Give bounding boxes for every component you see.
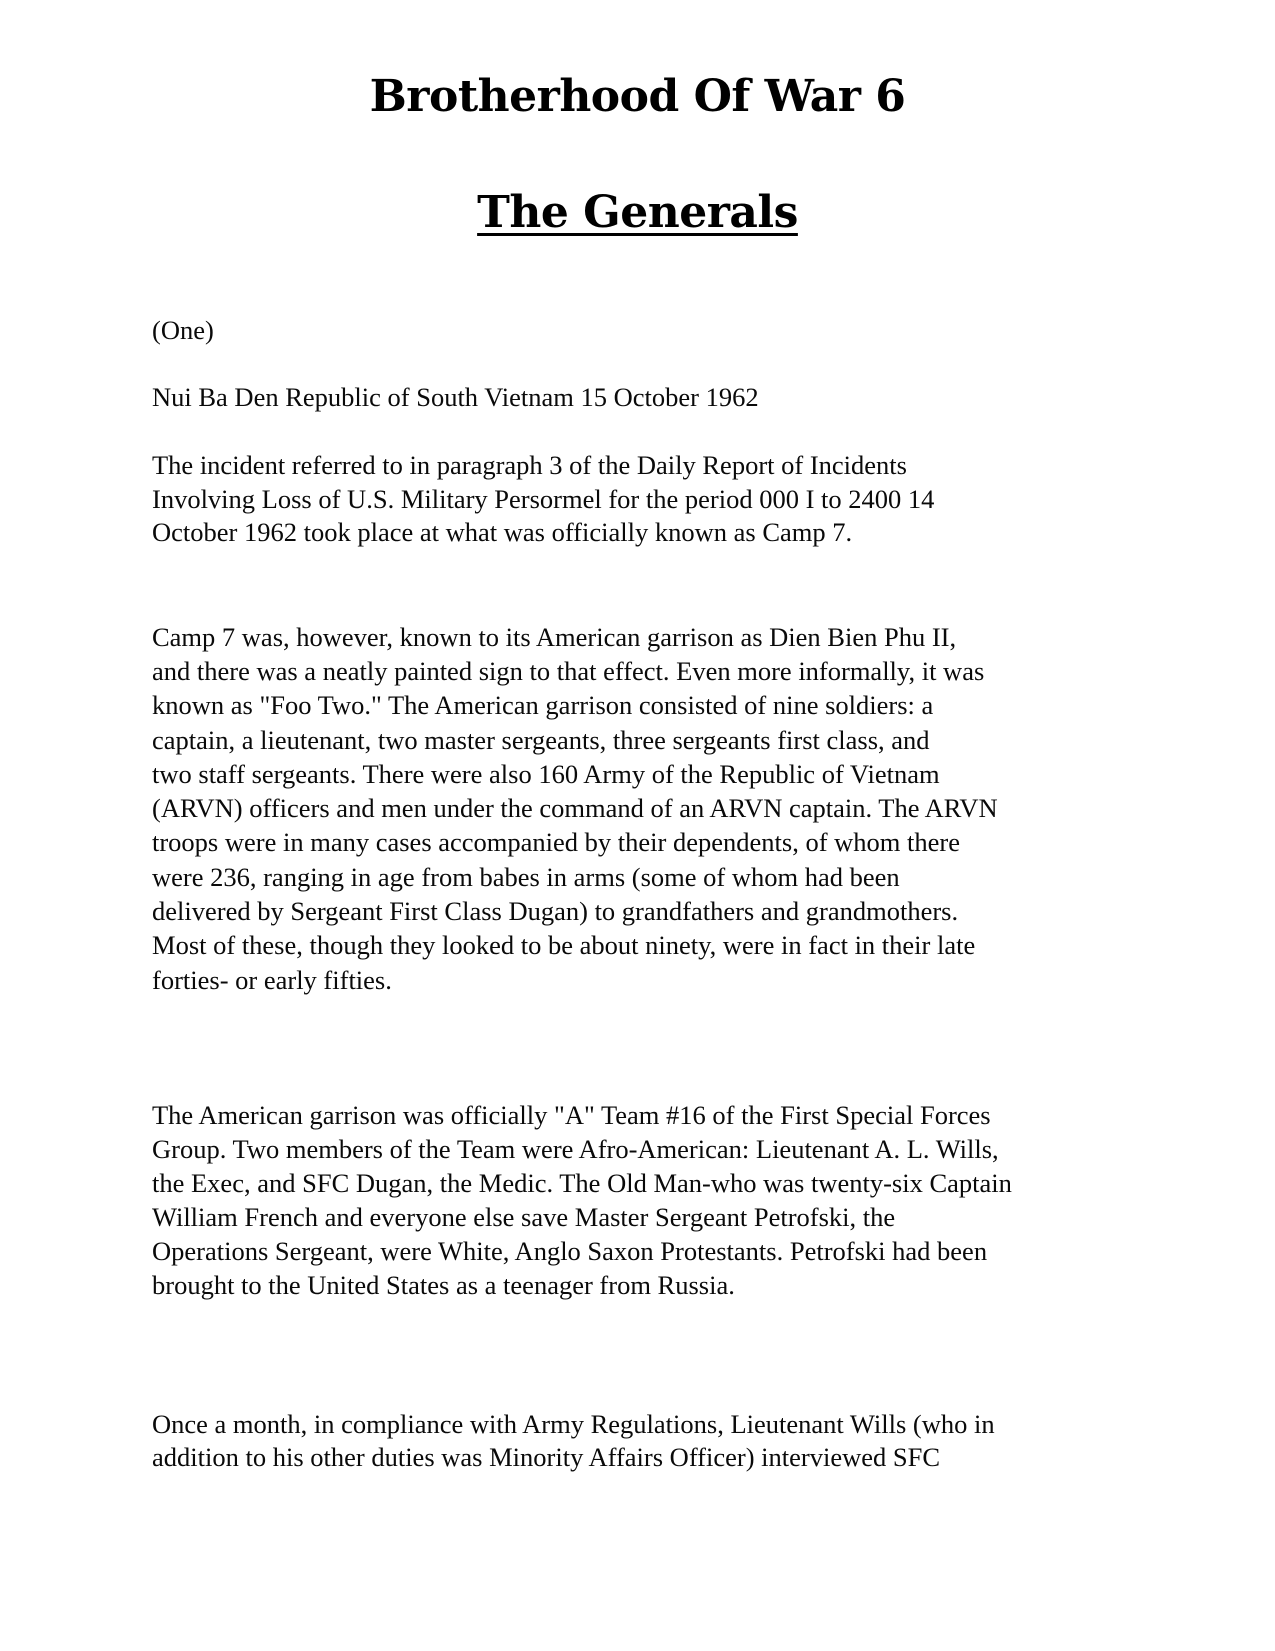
chapter-title [0,188,1275,238]
paragraph-line: Most of these, though they looked to be about ninety, were in fact in their late [152,930,976,960]
book-title: Brotherhood Of War 6 [369,71,906,122]
paragraph-line: two staff sergeants. There were also 160 Army of the Republic of Vietnam [152,759,940,789]
chapter-title-text: The Generals [477,187,798,238]
paragraph-line: William French and everyone else save Master Sergeant Petrofski, the [152,1202,896,1232]
section-label: (One) [152,315,214,345]
paragraph-line: Group. Two members of the Team were Afro-American: Lieutenant A. L. Wills, [152,1134,999,1164]
paragraph-line: captain, a lieutenant, two master sergeants, three sergeants first class, and [152,725,930,755]
paragraph-line: (ARVN) officers and men under the command of an ARVN captain. The ARVN [152,793,998,823]
paragraph-line: addition to his other duties was Minority Affairs Officer) interviewed SFC [152,1442,941,1472]
paragraph-line: known as "Foo Two." The American garrison consisted of nine soldiers: a [152,690,934,720]
paragraph-line: The incident referred to in paragraph 3 of the Daily Report of Incidents [152,450,907,480]
paragraph-line: The American garrison was officially "A" Team #16 of the First Special Forces [152,1100,991,1130]
dateline: Nui Ba Den Republic of South Vietnam 15 October 1962 [152,382,759,412]
paragraph-line: Involving Loss of U.S. Military Persormel for the period 000 I to 2400 14 [152,484,935,514]
paragraph-line: October 1962 took place at what was officially known as Camp 7. [152,517,853,547]
paragraph-line: forties- or early fifties. [152,965,392,995]
paragraph-line: the Exec, and SFC Dugan, the Medic. The Old Man-who was twenty-six Captain [152,1168,1012,1198]
paragraph-line: brought to the United States as a teenager from Russia. [152,1270,735,1300]
paragraph-line: troops were in many cases accompanied by their dependents, of whom there [152,827,960,857]
paragraph-line: were 236, ranging in age from babes in arms (some of whom had been [152,862,900,892]
paragraph-line: delivered by Sergeant First Class Dugan) to grandfathers and grandmothers. [152,896,959,926]
paragraph-line: and there was a neatly painted sign to that effect. Even more informally, it was [152,656,985,686]
paragraph-line: Once a month, in compliance with Army Regulations, Lieutenant Wills (who in [152,1409,995,1439]
paragraph-line: Camp 7 was, however, known to its American garrison as Dien Bien Phu II, [152,622,957,652]
paragraph-line: Operations Sergeant, were White, Anglo Saxon Protestants. Petrofski had been [152,1236,988,1266]
